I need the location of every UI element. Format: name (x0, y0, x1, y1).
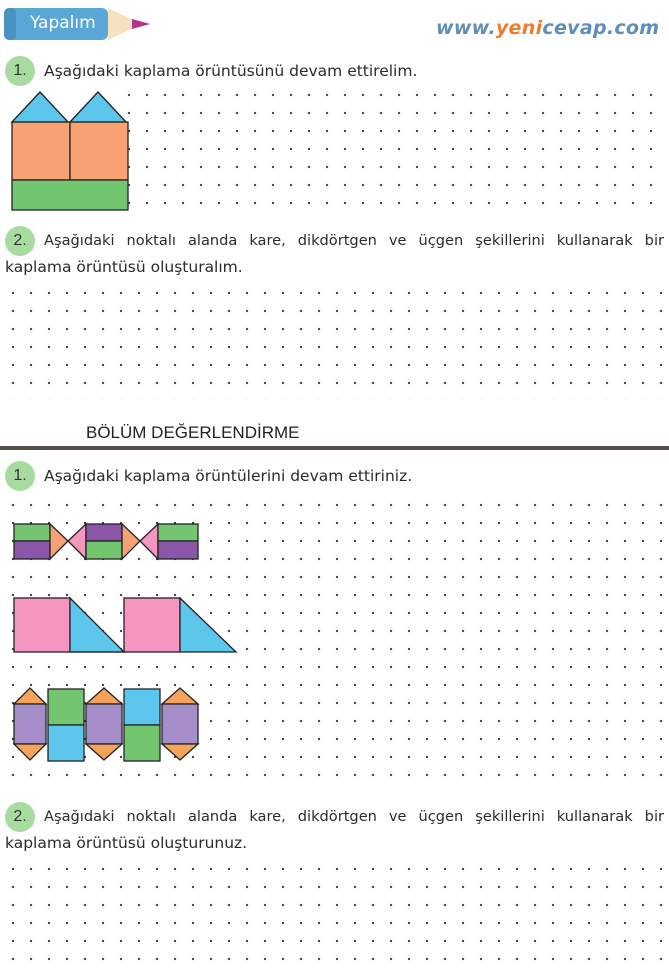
bowtie-tiling-pattern (12, 522, 207, 562)
question-number-badge (5, 56, 35, 86)
dot-grid[interactable] (120, 86, 666, 212)
candy-tiling-pattern (12, 686, 212, 766)
orange-square (12, 122, 70, 180)
pencil-label: Yapalım (30, 13, 96, 33)
question-text-line2: kaplama örüntüsü oluşturalım. (5, 258, 243, 276)
question-text-line1: Aşağıdaki noktalı alanda kare, dikdörtgen ve üçgen şekillerini kullanarak bir (44, 808, 664, 825)
dot-grid[interactable] (4, 860, 666, 970)
square-triangle-tiling-pattern (12, 596, 242, 656)
pencil-banner (4, 6, 150, 42)
site-suffix: cevap.com (542, 17, 660, 39)
site-prefix: www. (436, 17, 496, 39)
section-divider (0, 446, 669, 450)
green-rectangle (12, 180, 128, 210)
orange-square (70, 122, 128, 180)
question-text-line2: kaplama örüntüsü oluşturunuz. (5, 834, 248, 852)
roof-triangle (70, 92, 126, 122)
roof-triangle (12, 92, 68, 122)
site-highlight: yeni (495, 17, 543, 39)
dot-grid[interactable] (4, 284, 666, 400)
question-number: 2. (13, 808, 27, 825)
question-text: Aşağıdaki kaplama örüntüsünü devam ettirelim. (44, 62, 418, 80)
question-number: 1. (13, 62, 27, 79)
section-title: BÖLÜM DEĞERLENDİRME (86, 423, 300, 442)
question-number-badge (5, 226, 35, 256)
question-number-badge (5, 461, 35, 491)
question-number: 2. (13, 232, 27, 249)
question-text-line1: Aşağıdaki noktalı alanda kare, dikdörtgen ve üçgen şekillerini kullanarak bir (44, 232, 664, 249)
question-number-badge (5, 802, 35, 832)
site-url[interactable] (436, 17, 659, 39)
house-tiling-pattern (8, 88, 138, 213)
question-number: 1. (13, 467, 27, 484)
question-text: Aşağıdaki kaplama örüntülerini devam ettiriniz. (44, 467, 413, 485)
